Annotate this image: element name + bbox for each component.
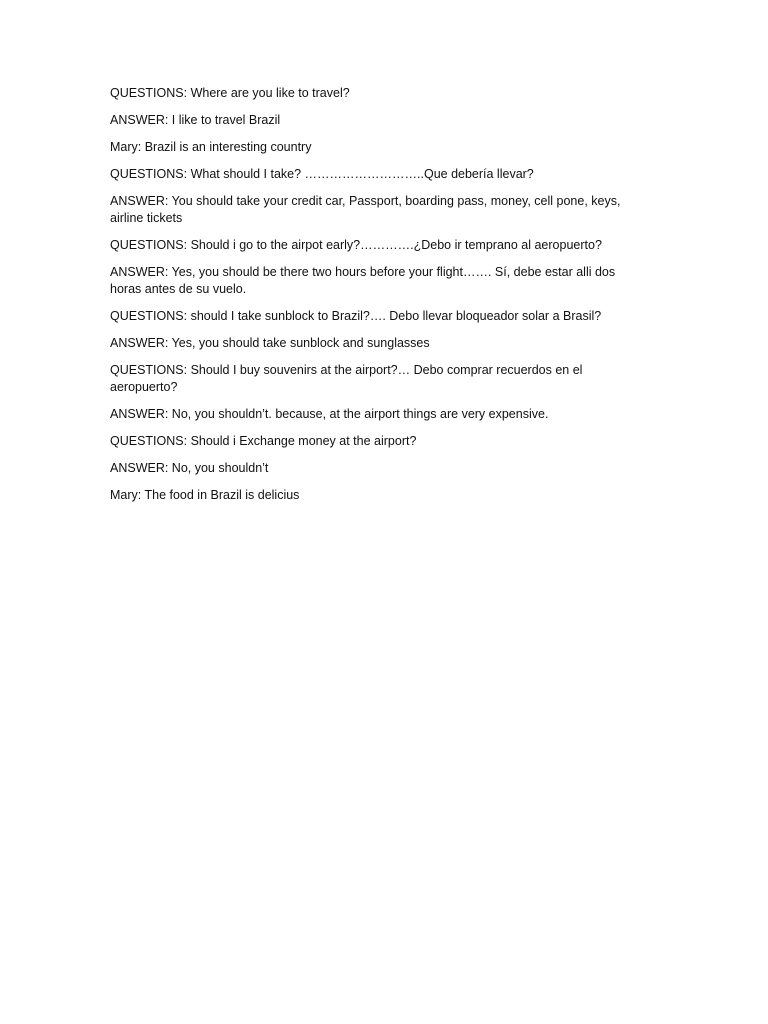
paragraph-answer-exchange: ANSWER: No, you shouldn’t: [110, 461, 269, 475]
paragraph-mary-food: Mary: The food in Brazil is delicius: [110, 488, 300, 502]
paragraph-answer-take: ANSWER: You should take your credit car, Passport, boarding pass, money, cell pone, keys, airline tickets: [110, 194, 621, 225]
paragraph-answer-souvenirs: ANSWER: No, you shouldn’t. because, at the airport things are very expensive.: [110, 407, 549, 421]
document-body: [110, 85, 640, 514]
paragraph-question-travel: QUESTIONS: Where are you like to travel?: [110, 86, 350, 100]
paragraph-question-take: QUESTIONS: What should I take? ………………………..Que debería llevar?: [110, 167, 534, 181]
paragraph-question-souvenirs: QUESTIONS: Should I buy souvenirs at the airport?… Debo comprar recuerdos en el aeropuerto?: [110, 363, 583, 394]
paragraph-answer-airport-early: ANSWER: Yes, you should be there two hours before your flight……. Sí, debe estar alli dos horas antes de su vuelo.: [110, 265, 616, 296]
paragraph-answer-sunblock: ANSWER: Yes, you should take sunblock and sunglasses: [110, 336, 430, 350]
paragraph-question-exchange: QUESTIONS: Should i Exchange money at the airport?: [110, 434, 417, 448]
paragraph-answer-travel: ANSWER: I like to travel Brazil: [110, 113, 281, 127]
paragraph-question-airport-early: QUESTIONS: Should i go to the airpot early?………….¿Debo ir temprano al aeropuerto?: [110, 238, 602, 252]
paragraph-question-sunblock: QUESTIONS: should I take sunblock to Brazil?…. Debo llevar bloqueador solar a Brasil?: [110, 309, 602, 323]
paragraph-mary-brazil: Mary: Brazil is an interesting country: [110, 140, 312, 154]
